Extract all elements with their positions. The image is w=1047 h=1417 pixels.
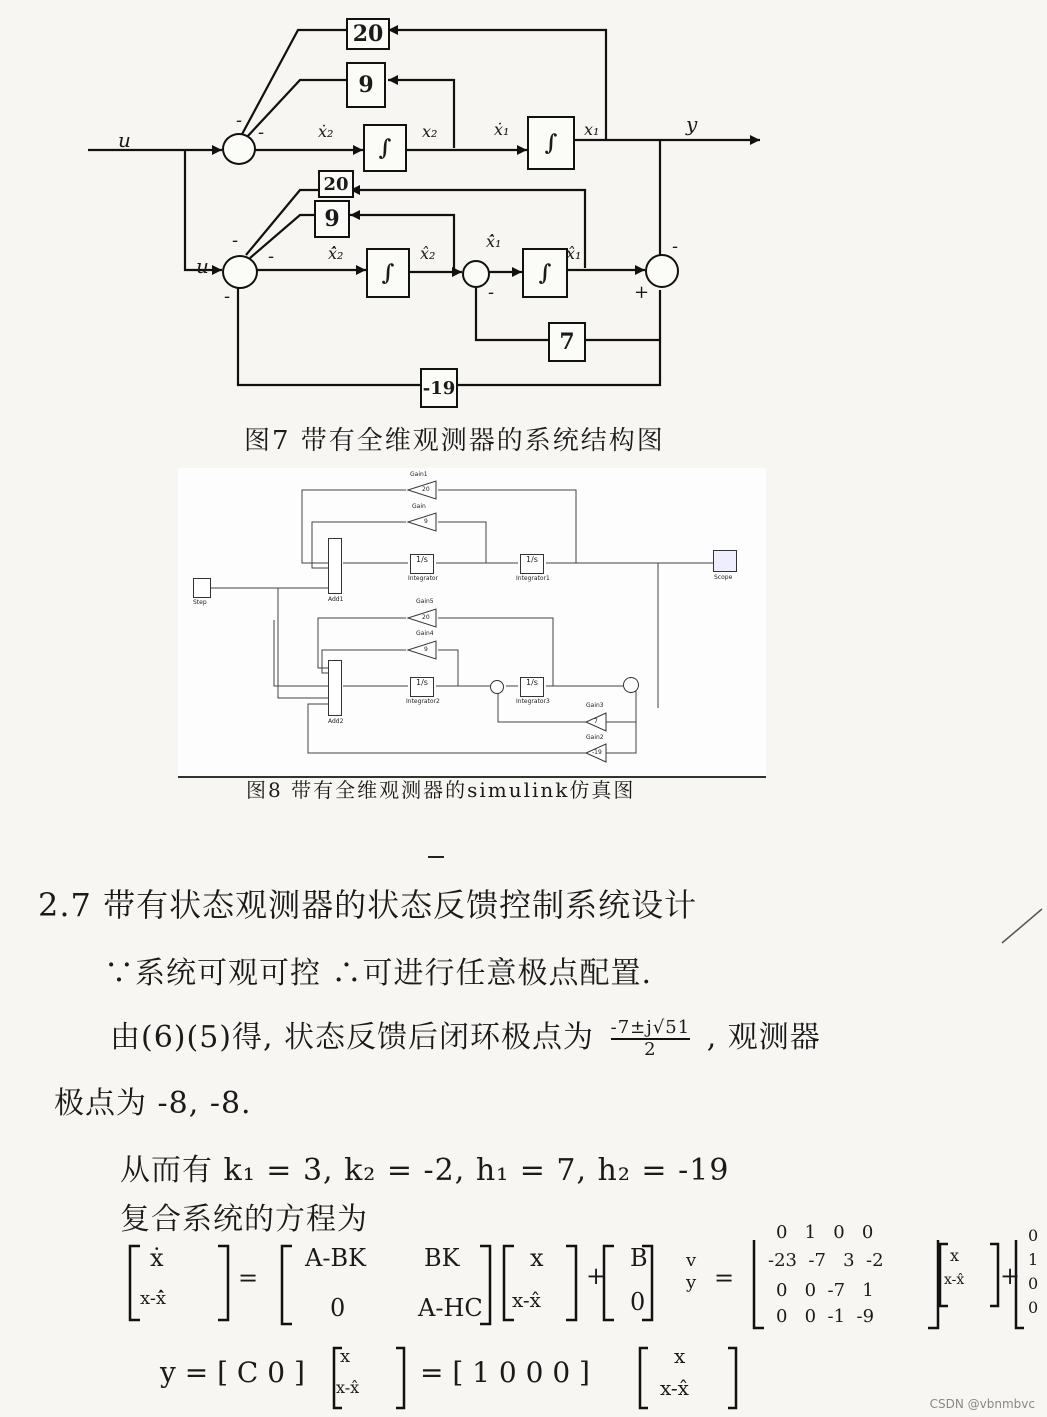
signal-xh2dot: x̂̇₂ — [328, 244, 344, 263]
scope-block — [713, 550, 737, 572]
figure8-caption: 图8 带有全维观测器的simulink仿真图 — [246, 778, 636, 802]
input-y: y — [686, 1272, 697, 1293]
integrator-xh2: ∫ — [366, 248, 410, 298]
integrator1-label: Integrator1 — [516, 575, 550, 582]
gains-line: 从而有 k₁ = 3, k₂ = -2, h₁ = 7, h₂ = -19 — [120, 1153, 730, 1188]
poles-text: 由(6)(5)得, 状态反馈后闭环极点为 — [110, 1020, 595, 1055]
step-block — [193, 578, 211, 598]
gain-minus-19: -19 — [420, 368, 458, 408]
b-vector-1: 1 — [1028, 1250, 1039, 1269]
pole-fraction-denominator: 2 — [644, 1039, 657, 1060]
sign-minus: - — [268, 246, 275, 267]
figure7-wiring — [0, 0, 1047, 460]
b-vector-2: 0 — [1028, 1274, 1039, 1293]
composite-system-line: 复合系统的方程为 — [120, 1202, 368, 1237]
zero-term: 0 — [330, 1294, 346, 1322]
signal-x2dot: ẋ₂ — [318, 122, 334, 141]
integrator-x1: ∫ — [527, 116, 575, 170]
signal-xh1dot: x̂̇₁ — [486, 232, 502, 251]
output-vec-x: x — [340, 1346, 351, 1367]
add1-label: Add1 — [328, 596, 344, 603]
signal-u-bottom: u — [196, 254, 209, 278]
gain-9-top: 9 — [346, 62, 386, 108]
simulink-wiring — [178, 468, 766, 776]
sign-minus: - — [232, 230, 239, 251]
gain-triangle — [406, 512, 438, 532]
observer-summing-junction — [222, 255, 258, 289]
matrix-row-4: 0 0 -1 -9 — [776, 1306, 875, 1327]
gain-7: 7 — [548, 322, 586, 362]
closed-loop-poles-line — [110, 1012, 821, 1060]
gain5-value: 20 — [422, 614, 430, 621]
output-c-row: = [ 1 0 0 0 ] — [420, 1356, 590, 1389]
signal-x1dot: ẋ₁ — [494, 120, 510, 139]
sign-minus: - — [488, 282, 495, 303]
b-zero-term: 0 — [630, 1288, 646, 1316]
b-term: B — [630, 1244, 648, 1272]
matrix-brackets — [120, 1240, 1047, 1340]
page-mark — [428, 856, 444, 858]
sign-minus: - — [224, 286, 231, 307]
gain5-label: Gain5 — [416, 598, 434, 605]
integrator-block: 1/s — [410, 554, 434, 574]
integrator2-label: Integrator2 — [406, 698, 440, 705]
add2-block — [328, 660, 342, 716]
a-minus-hc: A-HC — [418, 1294, 483, 1322]
gain-20-bottom: 20 — [318, 170, 354, 198]
scope-label: Scope — [714, 574, 733, 581]
gain-label: Gain — [412, 503, 426, 510]
gain3-label: Gain3 — [586, 702, 604, 709]
signal-x1: x₁ — [584, 120, 600, 139]
output-vec-error: x-x̂ — [336, 1378, 360, 1397]
watermark: CSDN @vbnmbvc — [929, 1397, 1035, 1411]
gain2-value: -19 — [592, 749, 602, 756]
matrix-row-1: 0 1 0 0 — [776, 1222, 874, 1243]
pole-fraction-numerator: -7±j√51 — [610, 1017, 691, 1038]
vector-error: x-x̂ — [944, 1272, 965, 1288]
controllability-line: ∵系统可观可控 ∴可进行任意极点配置. — [104, 956, 653, 991]
output-vec2-error: x-x̂ — [660, 1376, 689, 1400]
section-heading: 2.7 带有状态观测器的状态反馈控制系统设计 — [38, 886, 698, 924]
page-edge-mark — [1000, 905, 1044, 945]
integrator-x2: ∫ — [363, 124, 407, 172]
error-summing-junction — [645, 254, 679, 288]
output-bracket-2 — [636, 1344, 746, 1414]
integrator-xh1: ∫ — [522, 248, 568, 298]
signal-x2: x₂ — [422, 122, 438, 141]
signal-xh1: x̂₁ — [566, 244, 582, 263]
b-vector-0: 0 — [1028, 1226, 1039, 1245]
integrator3-block: 1/s — [520, 677, 544, 697]
observer-poles-line: 极点为 -8, -8. — [54, 1086, 252, 1121]
figure8-simulink-diagram — [178, 468, 766, 778]
output-y-eq: y = [ C 0 ] — [160, 1356, 305, 1389]
integrator1-block: 1/s — [520, 554, 544, 574]
lhs-error-dot: x-x̂̇ — [140, 1288, 167, 1309]
observer-text: , 观测器 — [706, 1020, 821, 1055]
figure7-caption: 图7 带有全维观测器的系统结构图 — [244, 426, 665, 456]
gain1-value: 20 — [422, 486, 430, 493]
vector-x: x — [950, 1246, 960, 1265]
gain3-value: 7 — [594, 718, 598, 725]
sum-block — [623, 677, 639, 693]
sign-minus: - — [236, 110, 243, 131]
step-label: Step — [193, 599, 207, 606]
inner-summing-junction — [462, 260, 490, 288]
integrator2-block: 1/s — [410, 677, 434, 697]
state-x: x — [530, 1244, 544, 1272]
signal-xh2: x̂₂ — [420, 244, 436, 263]
integrator-label: Integrator — [408, 575, 439, 582]
input-v: v — [686, 1250, 697, 1271]
gain-value: 9 — [424, 518, 428, 525]
a-minus-bk: A-BK — [305, 1244, 367, 1272]
plus-sign: + — [586, 1262, 607, 1290]
gain-9-bottom: 9 — [314, 200, 350, 238]
matrix-row-3: 0 0 -7 1 — [776, 1280, 874, 1301]
sign-minus: - — [672, 236, 679, 257]
plus-sign: + — [1000, 1262, 1021, 1290]
matrix-row-2: -23 -7 3 -2 — [768, 1250, 884, 1271]
add1-block — [328, 538, 342, 594]
gain4-label: Gain4 — [416, 630, 434, 637]
signal-u-top: u — [118, 128, 131, 152]
eq-sign: = — [714, 1264, 735, 1292]
bk-term: BK — [424, 1244, 460, 1272]
lhs-x-dot: ẋ — [150, 1244, 164, 1272]
output-vec2-x: x — [674, 1344, 686, 1368]
pole-fraction — [611, 1018, 691, 1060]
eq-sign: = — [238, 1264, 259, 1292]
gain4-triangle — [406, 640, 438, 660]
sum-block — [490, 680, 504, 694]
integrator3-label: Integrator3 — [516, 698, 550, 705]
gain2-label: Gain2 — [586, 734, 604, 741]
top-summing-junction — [222, 133, 256, 165]
sign-minus: - — [258, 122, 265, 143]
b-vector-3: 0 — [1028, 1298, 1039, 1317]
signal-y: y — [686, 112, 698, 136]
gain-20-top: 20 — [346, 18, 390, 50]
sign-plus: + — [634, 282, 650, 303]
add2-label: Add2 — [328, 718, 344, 725]
state-error: x-x̂ — [512, 1288, 541, 1312]
gain1-label: Gain1 — [410, 471, 428, 478]
gain4-value: 9 — [424, 646, 428, 653]
